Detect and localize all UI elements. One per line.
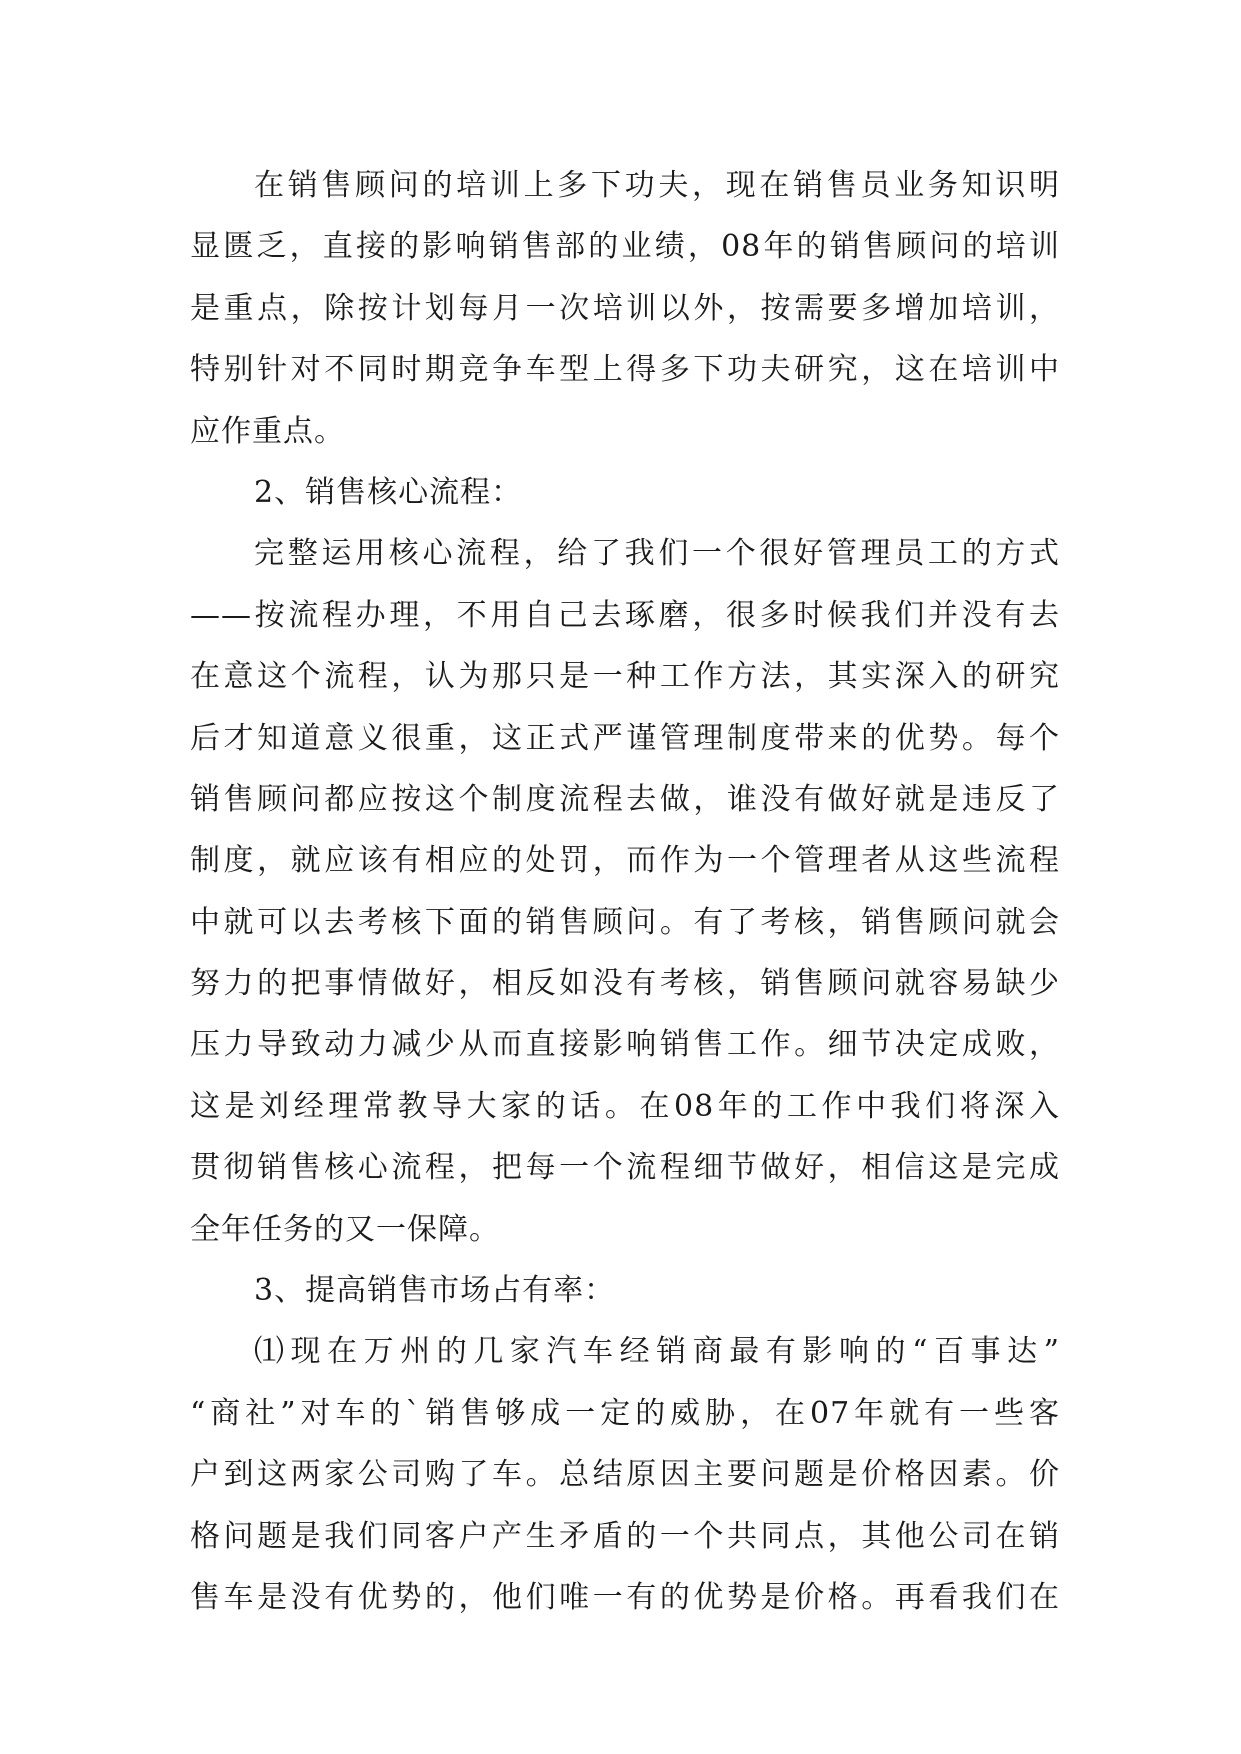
document-body: [190, 155, 1060, 1628]
text-line: 是重点，除按计划每月一次培训以外，按需要多增加培训，: [190, 290, 1060, 326]
text-line: 贯彻销售核心流程，把每一个流程细节做好，相信这是完成: [190, 1150, 1060, 1186]
text-line: 销售顾问都应按这个制度流程去做，谁没有做好就是违反了: [190, 781, 1060, 817]
text-line: 售车是没有优势的，他们唯一有的优势是价格。再看我们在: [190, 1579, 1060, 1615]
text-line: 在意这个流程，认为那只是一种工作方法，其实深入的研究: [190, 659, 1060, 695]
text-line: 全年任务的又一保障。: [190, 1211, 500, 1247]
text-line: 3、提高销售市场占有率：: [254, 1273, 616, 1309]
text-line: 压力导致动力减少从而直接影响销售工作。细节决定成败，: [190, 1027, 1060, 1063]
text-line: 在销售顾问的培训上多下功夫，现在销售员业务知识明: [254, 168, 1060, 203]
text-line: 格问题是我们同客户产生矛盾的一个共同点，其他公司在销: [190, 1518, 1060, 1554]
text-line: 2、销售核心流程：: [254, 474, 523, 510]
text-line: “商社”对车的`销售够成一定的威胁，在07年就有一些客: [190, 1395, 1060, 1431]
text-line: 特别针对不同时期竞争车型上得多下功夫研究，这在培训中: [190, 352, 1060, 388]
text-line: 户到这两家公司购了车。总结原因主要问题是价格因素。价: [190, 1457, 1060, 1493]
text-line: 完整运用核心流程，给了我们一个很好管理员工的方式: [254, 536, 1060, 572]
text-line: 中就可以去考核下面的销售顾问。有了考核，销售顾问就会: [190, 904, 1060, 940]
text-line: ⑴现在万州的几家汽车经销商最有影响的“百事达”: [254, 1334, 1060, 1370]
text-line: 努力的把事情做好，相反如没有考核，销售顾问就容易缺少: [190, 966, 1060, 1002]
text-line: 应作重点。: [190, 413, 345, 449]
text-line: 显匮乏，直接的影响销售部的业绩，08年的销售顾问的培训: [190, 229, 1060, 265]
text-line: ——按流程办理，不用自己去琢磨，很多时候我们并没有去: [190, 597, 1060, 633]
text-line: 制度，就应该有相应的处罚，而作为一个管理者从这些流程: [190, 843, 1060, 879]
text-line: 后才知道意义很重，这正式严谨管理制度带来的优势。每个: [190, 720, 1060, 756]
text-line: 这是刘经理常教导大家的话。在08年的工作中我们将深入: [190, 1088, 1060, 1124]
